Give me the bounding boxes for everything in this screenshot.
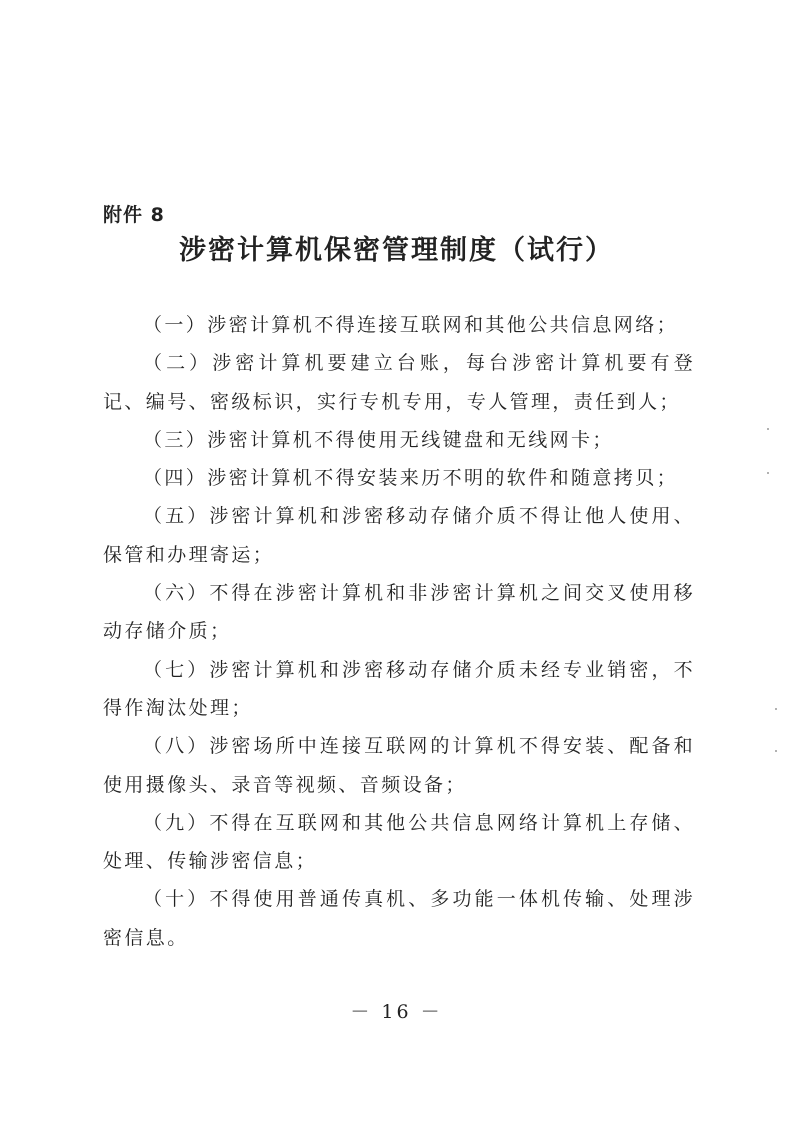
rule-item-2: （二）涉密计算机要建立台账，每台涉密计算机要有登记、编号、密级标识，实行专机专用，专人管理，责任到人； — [103, 352, 695, 413]
page-number: － 16 － — [350, 1001, 443, 1023]
attachment-label: 附件 8 — [103, 204, 165, 226]
scan-speck — [775, 708, 777, 710]
rule-item-5: （五）涉密计算机和涉密移动存储介质不得让他人使用、保管和办理寄运； — [103, 505, 695, 566]
rule-item-10: （十）不得使用普通传真机、多功能一体机传输、处理涉密信息。 — [103, 888, 695, 949]
rule-item-3: （三）涉密计算机不得使用无线键盘和无线网卡； — [143, 428, 614, 451]
document-body — [103, 306, 695, 957]
rule-item-8: （八）涉密场所中连接互联网的计算机不得安装、配备和使用摄像头、录音等视频、音频设备； — [103, 735, 695, 796]
rule-item-6: （六）不得在涉密计算机和非涉密计算机之间交叉使用移动存储介质； — [103, 582, 695, 643]
rule-item-4: （四）涉密计算机不得安装来历不明的软件和随意拷贝； — [143, 467, 679, 490]
rule-item-9: （九）不得在互联网和其他公共信息网络计算机上存储、处理、传输涉密信息； — [103, 811, 695, 873]
document-title: 涉密计算机保密管理制度（试行） — [179, 235, 614, 266]
rule-item-7: （七）涉密计算机和涉密移动存储介质未经专业销密，不得作淘汰处理； — [103, 658, 695, 719]
rule-item-1: （一）涉密计算机不得连接互联网和其他公共信息网络； — [143, 314, 679, 336]
scan-speck — [775, 750, 777, 752]
scan-speck — [767, 428, 769, 430]
scan-speck — [767, 472, 769, 474]
